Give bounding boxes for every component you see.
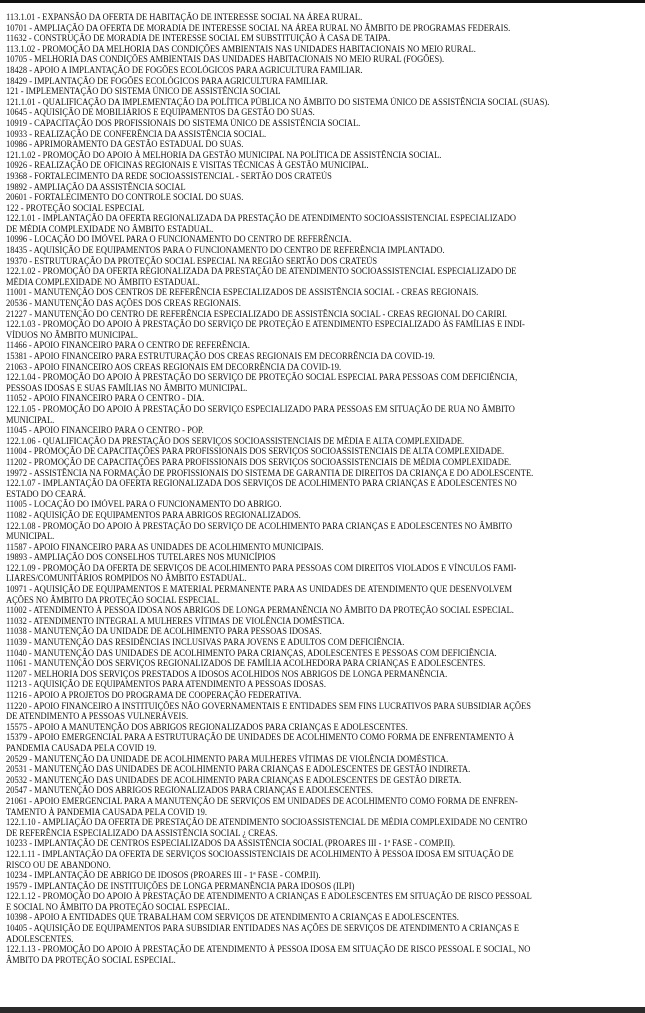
text-line: 11045 - APOIO FINANCEIRO PARA O CENTRO - POP.	[6, 425, 204, 436]
text-line: AÇÕES NO ÂMBITO DA PROTEÇÃO SOCIAL ESPECIAL.	[6, 594, 220, 605]
text-line: 11216 - APOIO A PROJETOS DO PROGRAMA DE COOPERAÇÃO FEDERATIVA.	[6, 690, 302, 700]
text-line: MUNICIPAL.	[6, 414, 55, 425]
text-line: 10234 - IMPLANTAÇÃO DE ABRIGO DE IDOSOS (PROARES III - 1ª FASE - COMP.II).	[6, 870, 321, 881]
text-line: 18429 - IMPLANTAÇÃO DE FOGÕES ECOLÓGICOS PARA AGRICULTURA FAMILIAR.	[6, 75, 328, 86]
text-line: MÉDIA COMPLEXIDADE NO ÂMBITO ESTADUAL.	[6, 276, 200, 287]
text-line: 122.1.05 - PROMOÇÃO DO APOIO À PRESTAÇÃO DO SERVIÇO ESPECIALIZADO PARA PESSOAS EM SITUAÇÃO DE RUA NO ÂMBITO	[6, 403, 515, 414]
document-body	[6, 12, 636, 965]
text-line: 20547 - MANUTENÇÃO DOS ABRIGOS REGIONALIZADOS PARA CRIANÇAS E ADOLESCENTES.	[6, 785, 373, 796]
text-line: 20532 - MANUTENÇÃO DAS UNIDADES DE ACOLHIMENTO PARA CRIANÇAS E ADOLESCENTES DE GESTÃO DIRETA.	[6, 774, 462, 785]
text-line: 15379 - APOIO EMERGENCIAL PARA A ESTRUTURAÇÃO DE UNIDADES DE ACOLHIMENTO COMO FORMA DE ENFRENTAMENTO À	[6, 732, 515, 743]
text-line: 19370 - ESTRUTURAÇÃO DA PROTEÇÃO SOCIAL ESPECIAL NA REGIÃO SERTÃO DOS CRATEÚS	[6, 255, 378, 266]
text-line: 122.1.01 - IMPLANTAÇÃO DA OFERTA REGIONALIZADA DA PRESTAÇÃO DE ATENDIMENTO SOCIOASSISTENCIAL ESPECIALIZADO	[6, 213, 517, 224]
text-line: 11038 - MANUTENÇÃO DA UNIDADE DE ACOLHIMENTO PARA PESSOAS IDOSAS.	[6, 626, 322, 637]
text-line: 113.1.01 - EXPANSÃO DA OFERTA DE HABITAÇÃO DE INTERESSE SOCIAL NA ÁREA RURAL.	[6, 12, 363, 22]
text-line: 11040 - MANUTENÇÃO DAS UNIDADES DE ACOLHIMENTO PARA CRIANÇAS, ADOLESCENTES E PESSOAS COM DEFICIÊNCIA.	[6, 647, 497, 658]
text-line: 20531 - MANUTENÇÃO DAS UNIDADES DE ACOLHIMENTO PARA CRIANÇAS E ADOLESCENTES DE GESTÃO INDIRETA.	[6, 764, 471, 775]
text-line: 21061 - APOIO EMERGENCIAL PARA A MANUTENÇÃO DE SERVIÇOS EM UNIDADES DE ACOLHIMENTO COMO FORMA DE ENFREN-	[6, 795, 518, 806]
text-line: 10971 - AQUISIÇÃO DE EQUIPAMENTOS E MATERIAL PERMANENTE PARA AS UNIDADES DE ATENDIMENTO QUE DESENVOLVEM	[6, 584, 513, 595]
text-line: 19368 - FORTALECIMENTO DA REDE SOCIOASSISTENCIAL - SERTÃO DOS CRATEÚS	[6, 170, 332, 181]
text-line: 10986 - APRIMORAMENTO DA GESTÃO ESTADUAL DO SUAS.	[6, 139, 244, 150]
text-line: 11220 - APOIO FINANCEIRO A INSTITUIÇÕES NÃO GOVERNAMENTAIS E ENTIDADES SEM FINS LUCRATIVOS PARA SUBSIDIAR AÇÕES	[6, 700, 531, 711]
text-line: 19892 - AMPLIAÇÃO DA ASSISTÊNCIA SOCIAL	[6, 181, 186, 192]
text-line: 122.1.07 - IMPLANTAÇÃO DA OFERTA REGIONALIZADA DOS SERVIÇOS DE ACOLHIMENTO PARA CRIANÇAS E ADOLESCENTES NO	[6, 478, 517, 489]
top-rule	[0, 0, 645, 3]
text-line: 19579 - IMPLANTAÇÃO DE INSTITUIÇÕES DE LONGA PERMANÊNCIA PARA IDOSOS (ILPI)	[6, 880, 355, 891]
text-line: DE REFERÊNCIA ESPECIALIZADO DA ASSISTÊNCIA SOCIAL ¿ CREAS.	[6, 827, 278, 838]
text-line: 121.1.01 - QUALIFICAÇÃO DA IMPLEMENTAÇÃO DA POLÍTICA PÚBLICA NO ÂMBITO DO SISTEMA ÚNICO DE ASSISTÊNCIA SOCIAL (SUAS).	[6, 96, 550, 107]
text-line: 10405 - AQUISIÇÃO DE EQUIPAMENTOS PARA SUBSIDIAR ENTIDADES NAS AÇÕES DE SERVIÇOS DE ATENDIMENTO A CRIANÇAS E	[6, 923, 520, 934]
text-line: 10933 - REALIZAÇÃO DE CONFERÊNCIA DA ASSISTÊNCIA SOCIAL.	[6, 128, 267, 139]
text-line: 10926 - REALIZAÇÃO DE OFICINAS REGIONAIS E VISITAS TÉCNICAS À GESTÃO MUNICIPAL.	[6, 160, 369, 171]
text-line: 122.1.03 - PROMOÇÃO DO APOIO À PRESTAÇÃO DO SERVIÇO DE PROTEÇÃO E ATENDIMENTO ESPECIALIZADO ÀS FAMÍLIAS E INDI-	[6, 319, 525, 330]
text-line: 11587 - APOIO FINANCEIRO PARA AS UNIDADES DE ACOLHIMENTO MUNICIPAIS.	[6, 541, 324, 552]
text-line: 122 - PROTEÇÃO SOCIAL ESPECIAL	[6, 202, 145, 213]
text-line: 10645 - AQUISIÇÃO DE MOBILIÁRIOS E EQUIPAMENTOS DA GESTÃO DO SUAS.	[6, 107, 315, 118]
text-line: 11032 - ATENDIMENTO INTEGRAL A MULHERES VÍTIMAS DE VIOLÊNCIA DOMÉSTICA.	[6, 615, 345, 626]
text-line: 122.1.11 - IMPLANTAÇÃO DA OFERTA DE SERVIÇOS SOCIOASSISTENCIAIS DE ACOLHIMENTO À PESSOA IDOSA EM SITUAÇÃO DE	[6, 848, 514, 859]
text-line: 10398 - APOIO A ENTIDADES QUE TRABALHAM COM SERVIÇOS DE ATENDIMENTO A CRIANÇAS E ADOLESCENTES.	[6, 912, 459, 923]
text-line: 121.1.02 - PROMOÇÃO DO APOIO À MELHORIA DA GESTÃO MUNICIPAL NA POLÍTICA DE ASSISTÊNCIA SOCIAL.	[6, 149, 442, 160]
text-line: 15575 - APOIO A MANUTENÇÃO DOS ABRIGOS REGIONALIZADOS PARA CRIANÇAS E ADOLESCENTES.	[6, 721, 408, 732]
text-line: 11004 - PROMOÇÃO DE CAPACITAÇÕES PARA PROFISSIONAIS DOS SERVIÇOS SOCIOASSISTENCIAIS DE ALTA COMPLEXIDADE.	[6, 446, 505, 457]
text-line: 10233 - IMPLANTAÇÃO DE CENTROS ESPECIALIZADOS DA ASSISTÊNCIA SOCIAL (PROARES III - 1ª FASE - COMP.II).	[6, 838, 455, 849]
text-line: 11001 - MANUTENÇÃO DOS CENTROS DE REFERÊNCIA ESPECIALIZADOS DE ASSISTÊNCIA SOCIAL - CREAS REGIONAIS.	[6, 287, 479, 298]
text-line: 10701 - AMPLIAÇÃO DA OFERTA DE MORADIA DE INTERESSE SOCIAL NA ÁREA RURAL NO ÂMBITO DE PROGRAMAS FEDERAIS.	[6, 22, 511, 33]
text-line: LIARES/COMUNITÁRIOS ROMPIDOS NO ÂMBITO ESTADUAL.	[6, 573, 247, 584]
bottom-bar	[0, 1007, 645, 1013]
text-line: 18435 - AQUISIÇÃO DE EQUIPAMENTOS PARA O FUNCIONAMENTO DO CENTRO DE REFERÊNCIA IMPLANTADO.	[6, 245, 445, 256]
text-line: 122.1.09 - PROMOÇÃO DA OFERTA DE SERVIÇOS DE ACOLHIMENTO PARA PESSOAS COM DIREITOS VIOLADOS E VÍNCULOS FAMI-	[6, 562, 517, 573]
text-line: 21063 - APOIO FINANCEIRO AOS CREAS REGIONAIS EM DECORRÊNCIA DA COVID-19.	[6, 361, 342, 372]
text-line: 122.1.12 - PROMOÇÃO DO APOIO À PRESTAÇÃO DE ATENDIMENTO A CRIANÇAS E ADOLESCENTES EM SITUAÇÃO DE RISCO PESSOAL	[6, 891, 532, 902]
text-line: 10919 - CAPACITAÇÃO DOS PROFISSIONAIS DO SISTEMA ÚNICO DE ASSISTÊNCIA SOCIAL.	[6, 117, 361, 128]
text-line: 122.1.04 - PROMOÇÃO DO APOIO À PRESTAÇÃO DO SERVIÇO DE PROTEÇÃO SOCIAL ESPECIAL PARA PESSOAS COM DEFICIÊNCIA,	[6, 372, 518, 383]
text-line: 21227 - MANUTENÇÃO DO CENTRO DE REFERÊNCIA ESPECIALIZADO DE ASSISTÊNCIA SOCIAL - CREAS REGIONAL DO CARIRI.	[6, 308, 507, 319]
text-line: 122.1.06 - QUALIFICAÇÃO DA PRESTAÇÃO DOS SERVIÇOS SOCIOASSISTENCIAIS DE MÉDIA E ALTA COMPLEXIDADE.	[6, 435, 465, 446]
text-line: 122.1.10 - AMPLIAÇÃO DA OFERTA DE PRESTAÇÃO DE ATENDIMENTO SOCIOASSISTENCIAL DE MÉDIA COMPLEXIDADE NO CENTRO	[6, 817, 528, 828]
text-line: 11039 - MANUTENÇÃO DAS RESIDÊNCIAS INCLUSIVAS PARA JOVENS E ADULTOS COM DEFICIÊNCIA.	[6, 637, 405, 648]
text-line: 10996 - LOCAÇÃO DO IMÓVEL PARA O FUNCIONAMENTO DO CENTRO DE REFERÊNCIA.	[6, 234, 352, 245]
text-line: 11207 - MELHORIA DOS SERVIÇOS PRESTADOS A IDOSOS ACOLHIDOS NOS ABRIGOS DE LONGA PERMANÊNCIA.	[6, 668, 448, 679]
text-line: 20529 - MANUTENÇÃO DA UNIDADE DE ACOLHIMENTO PARA MULHERES VÍTIMAS DE VIOLÊNCIA DOMÉSTICA.	[6, 753, 449, 764]
text-line: PESSOAS IDOSAS E SUAS FAMÍLIAS NO ÂMBITO MUNICIPAL.	[6, 382, 248, 393]
text-line: ÂMBITO DA PROTEÇÃO SOCIAL ESPECIAL.	[6, 954, 176, 965]
text-line: 15381 - APOIO FINANCEIRO PARA ESTRUTURAÇÃO DOS CREAS REGIONAIS EM DECORRÊNCIA DA COVID-19.	[6, 351, 435, 361]
text-line: 11002 - ATENDIMENTO À PESSOA IDOSA NOS ABRIGOS DE LONGA PERMANÊNCIA NO ÂMBITO DA PROTEÇÃO SOCIAL ESPECIAL.	[6, 605, 514, 616]
text-line: ESTADO DO CEARÁ.	[6, 488, 86, 499]
text-line: 11202 - PROMOÇÃO DE CAPACITAÇÕES PARA PROFISSIONAIS DOS SERVIÇOS SOCIOASSISTENCIAIS DE MÉDIA COMPLEXIDADE.	[6, 456, 512, 467]
text-line: 19972 - ASSISTÊNCIA NA FORMAÇÃO DE PROFISSIONAIS DO SISTEMA DE GARANTIA DE DIREITOS DA CRIANÇA E DO ADOLESCENTE.	[6, 467, 534, 478]
text-line: 11052 - APOIO FINANCEIRO PARA O CENTRO - DIA.	[6, 393, 205, 404]
text-line: 11466 - APOIO FINANCEIRO PARA O CENTRO DE REFERÊNCIA.	[6, 340, 250, 351]
text-line: ADOLESCENTES.	[6, 933, 74, 944]
text-line: 122.1.08 - PROMOÇÃO DO APOIO À PRESTAÇÃO DO SERVIÇO DE ACOLHIMENTO PARA CRIANÇAS E ADOLESCENTES NO ÂMBITO	[6, 520, 513, 531]
text-line: 113.1.02 - PROMOÇÃO DA MELHORIA DAS CONDIÇÕES AMBIENTAIS NAS UNIDADES HABITACIONAIS NO MEIO RURAL.	[6, 43, 476, 54]
text-line: 10705 - MELHORIA DAS CONDIÇÕES AMBIENTAIS DAS UNIDADES HABITACIONAIS NO MEIO RURAL (FOGÕES).	[6, 54, 445, 65]
text-line: 20601 - FORTALECIMENTO DO CONTROLE SOCIAL DO SUAS.	[6, 192, 244, 203]
text-line: 18428 - APOIO A IMPLANTAÇÃO DE FOGÕES ECOLÓGICOS PARA AGRICULTURA FAMILIAR.	[6, 64, 363, 75]
text-line: E SOCIAL NO ÂMBITO DA PROTEÇÃO SOCIAL ESPECIAL.	[6, 901, 230, 912]
text-line: 11632 - CONSTRUÇÃO DE MORADIA DE INTERESSE SOCIAL EM SUBSTITUIÇÃO À CASA DE TAIPA.	[6, 33, 391, 44]
text-line: 122.1.02 - PROMOÇÃO DA OFERTA REGIONALIZADA DA PRESTAÇÃO DE ATENDIMENTO SOCIOASSISTENCIAL ESPECIALIZADO DE	[6, 266, 517, 277]
text-line: 122.1.13 - PROMOÇÃO DO APOIO À PRESTAÇÃO DE ATENDIMENTO À PESSOA IDOSA EM SITUAÇÃO DE RISCO PESSOAL E SOCIAL, NO	[6, 944, 531, 955]
text-line: 20536 - MANUTENÇÃO DAS AÇÕES DOS CREAS REGIONAIS.	[6, 298, 241, 309]
text-line: RISCO OU DE ABANDONO.	[6, 859, 111, 870]
text-line: 11061 - MANUTENÇÃO DOS SERVIÇOS REGIONALIZADOS DE FAMÍLIA ACOLHEDORA PARA CRIANÇAS E ADOLESCENTES.	[6, 658, 486, 669]
text-line: 11213 - AQUISIÇÃO DE EQUIPAMENTOS PARA ATENDIMENTO A PESSOAS IDOSAS.	[6, 679, 326, 690]
text-line: DE MÉDIA COMPLEXIDADE NO ÂMBITO ESTADUAL.	[6, 223, 214, 234]
text-line: VÍDUOS NO ÂMBITO MUNICIPAL.	[6, 329, 138, 340]
text-line: 121 - IMPLEMENTAÇÃO DO SISTEMA ÚNICO DE ASSISTÊNCIA SOCIAL	[6, 86, 281, 97]
text-line: 19893 - AMPLIAÇÃO DOS CONSELHOS TUTELARES NOS MUNICÍPIOS	[6, 552, 276, 563]
text-line: MUNICIPAL.	[6, 531, 55, 542]
text-line: TAMENTO À PANDEMIA CAUSADA PELA COVID 19.	[6, 806, 208, 817]
text-line: PANDEMIA CAUSADA PELA COVID 19.	[6, 742, 157, 753]
text-line: DE ATENDIMENTO A PESSOAS VULNERÁVEIS.	[6, 711, 189, 722]
text-line: 11082 - AQUISIÇÃO DE EQUIPAMENTOS PARA ABRIGOS REGIONALIZADOS.	[6, 509, 301, 520]
text-line: 11005 - LOCAÇÃO DO IMÓVEL PARA O FUNCIONAMENTO DO ABRIGO.	[6, 499, 282, 510]
